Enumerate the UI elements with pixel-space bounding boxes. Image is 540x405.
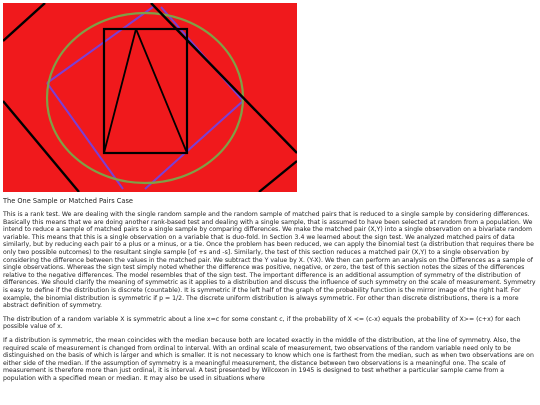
- page-title: The One Sample or Matched Pairs Case: [3, 197, 133, 205]
- paragraph: If a distribution is symmetric, the mean coincides with the median because both are located exactly in the middle of the distribution, at the line of symmetry. Also, the required scale of measurement is changed from ordinal to interval. With an ordinal scale of measurement, two observations of the random variable need only to be distinguished on the basis of which is larger and which is smaller. It is not necessary to know which one is farthest from the median, such as when two observations are on either side of the median. If the assumption of symmetry is a meaningful measurement, the distance between two observations is a meaningful one. The scale of measurement is therefore more than just ordinal, it is interval. A test presented by Wilcoxon in 1945 is designed to test whether a particular sample came from a population with a specified mean or median. It may also be used in situations where: [3, 336, 534, 382]
- illustration-figure: [3, 3, 297, 192]
- paragraph: This is a rank test. We are dealing with the single random sample and the random sample of matched pairs that is reduced to a single sample by considering differences. Basically this means that we are doing another rank-based test and dealing with a single sample, that is assumed to have been selected at random from a population. We intend to reduce a sample of matched pairs to a single sample by comparing differences. We make the matched pair (X,Y) into a single observation on a bivariate random variable. This means that this is a single observation on a variable that is duo-fold. In Section 3.4 we learned about the sign test. We analyzed matched pairs of data similarly, but by reducing each pair to a plus or a minus, or a tie. Once the problem has been reduced, we can apply the binomial test (a distribution that requires there be only two possible outcomes) to the resultant single sample [of +s and -s]. Similarly, the test of this section reduces a matched pair (X,Y) to a single observation by considering the difference between the values in the matched pair. We subtract the Y value by X. (Y-X). We then can perform an analysis on the Differences as a sample of single observations. Whereas the sign test simply noted whether the difference was positive, negative, or zero, the test of this section notes the sizes of the differences relative to the negative differences. The model resembles that of the sign test. The important difference is an additional assumption of symmetry of the distribution of differences. We should clarify the meaning of symmetric as it applies to a distribution and discuss the influence of such symmetry on the scale of measurement. Symmetry is easy to define if the distribution is discrete (countable). It is symmetric if the left half of the graph of the probability function is the mirror image of the right half. For example, the binomial distribution is symmetric if p = 1/2. The discrete uniform distribution is always symmetric. For other than discrete distributions, there is a more abstract definition of symmetry.: [3, 211, 536, 310]
- paragraph: The distribution of a random variable X is symmetric about a line x=c for some constant c, if the probability of X <= (c-x) equals the probability of X>= (c+x) for each possible value of x.: [3, 315, 521, 331]
- article-body: [3, 211, 538, 388]
- geometric-drawing: [3, 3, 297, 192]
